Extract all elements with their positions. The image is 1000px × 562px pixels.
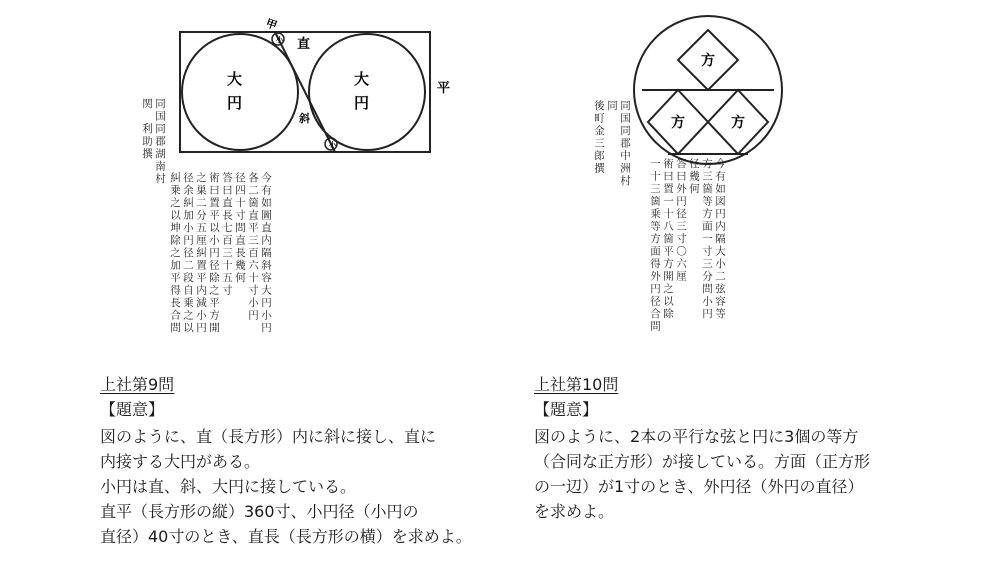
author-col: 同国同郡中洲村 (619, 100, 631, 188)
kanbun-col: 今有如図円内隔大小二弦容等 (714, 158, 726, 321)
small-circle-mark-bottom: 小 (329, 140, 336, 149)
author-col: 同国同郡湖南村 (154, 98, 166, 186)
kanbun-col: 径四十寸問直長幾何 (234, 172, 246, 285)
problem10-author (592, 100, 631, 350)
square-label-right: 方 (731, 115, 745, 131)
body-line: （合同な正方形）が接している。方面（正方形 (534, 452, 871, 471)
square-label-left: 方 (671, 115, 685, 131)
corner-label: 甲 (263, 16, 279, 33)
kanbun-col: 今有如圖直内隔斜容大円小円 (260, 172, 272, 335)
author-col: 同 (606, 100, 618, 113)
body-line: 図のように、直（長方形）内に斜に接し、直に (100, 427, 437, 446)
diag-label: 斜 (299, 112, 310, 125)
big-circle-label-left-1: 大 (227, 70, 243, 88)
big-circle-label-right-2: 円 (354, 94, 370, 112)
body-line: を求めよ。 (534, 502, 615, 521)
kanbun-col: 答曰直長七百三十五寸 (221, 172, 233, 297)
kanbun-col: 各二箇直平三百六十寸小円 (247, 172, 259, 322)
big-circle-left (182, 34, 298, 150)
section-label: 【題意】 (534, 400, 599, 419)
problem-title: 上社第10問 (534, 375, 619, 394)
kanbun-col: 径幾何 (688, 158, 700, 196)
big-circle-label-left-2: 円 (227, 94, 243, 112)
body-line: 直平（長方形の縦）360寸、小円径（小円の (100, 502, 419, 521)
section-label: 【題意】 (100, 400, 165, 419)
body-line: 小円は直、斜、大円に接している。 (100, 477, 357, 496)
problem9-caption (100, 372, 472, 549)
right-label: 平 (437, 81, 451, 96)
kanbun-col: 方三箇等方面一寸三分問小円 (701, 158, 713, 321)
author-col: 後町金三郎撰 (593, 100, 605, 175)
author-col: 関 利助撰 (141, 98, 153, 161)
top-label: 直 (297, 37, 311, 52)
problem9-kanbun (168, 172, 272, 357)
body-line: の一辺）が1寸のとき、外円径（外円の直径） (534, 477, 864, 496)
circle-squares-diagram (628, 8, 788, 173)
kanbun-col: 糾乗之以坤除之加平得長合問 (169, 172, 181, 335)
big-circle-label-right-1: 大 (354, 70, 370, 88)
problem-title: 上社第9問 (100, 375, 175, 394)
problem9-author (140, 98, 166, 338)
body-line: 内接する大円がある。 (100, 452, 261, 471)
problem9-figure (175, 12, 465, 162)
kanbun-col: 一十三箇乗等方面得外円径合問 (649, 158, 661, 333)
problem10-kanbun (648, 158, 726, 358)
body-line: 図のように、2本の平行な弦と円に3個の等方 (534, 427, 859, 446)
rectangle-circles-diagram (175, 12, 465, 162)
small-circle-mark-top: 小 (276, 35, 283, 44)
kanbun-col: 答曰外円径三寸〇六厘 (675, 158, 687, 283)
kanbun-col: 之巣二分五厘糾置平内減小円 (195, 172, 207, 335)
kanbun-col: 径余糾加小円径二段自乗之以 (182, 172, 194, 335)
problem10-panel (500, 0, 1000, 562)
body-line: 直径）40寸のとき、直長（長方形の横）を求めよ。 (100, 527, 472, 546)
kanbun-col: 術曰置一十八箇平方開之以除 (662, 158, 674, 321)
kanbun-col: 術曰置平以小円径除之平方開 (208, 172, 220, 335)
square-label-top: 方 (701, 53, 715, 69)
problem10-caption (534, 372, 870, 524)
problem10-figure (628, 8, 788, 173)
